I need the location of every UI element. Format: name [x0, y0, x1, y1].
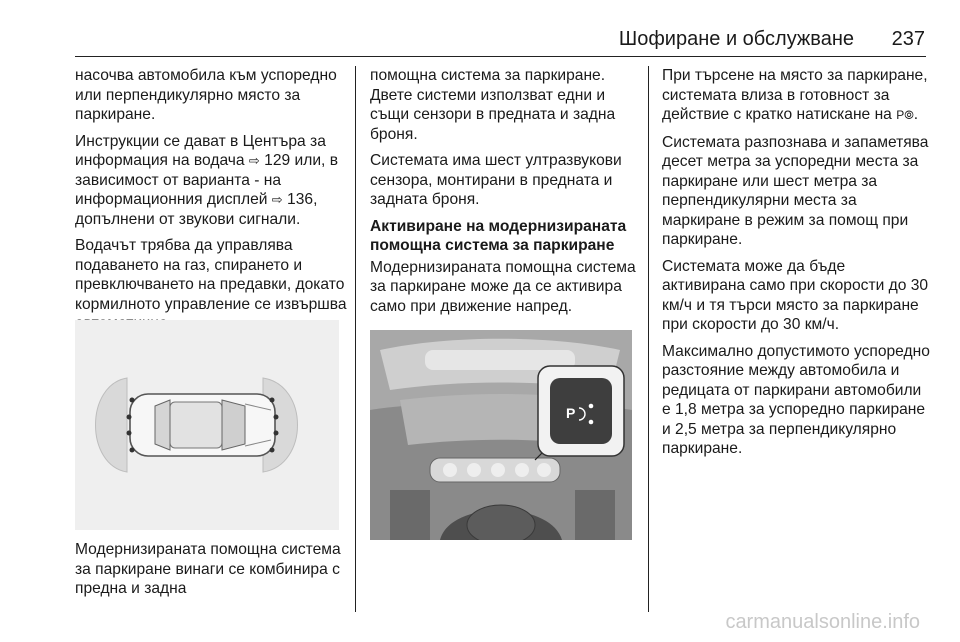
text-run: или, в зависимост от варианта - на информационния дисплей: [75, 152, 339, 208]
column-1: [75, 66, 347, 341]
paragraph: [75, 132, 347, 230]
section-heading: Активиране на модернизираната помощна система за паркиране: [370, 217, 627, 254]
page-reference-arrow-icon: ⇨: [248, 153, 260, 168]
page-number: 237: [891, 28, 925, 50]
header-rule: [75, 56, 926, 57]
paragraph: Системата може да бъде активирана само при скорости до 30 км/ч и тя търси място за паркиране при скорости до 30 км/ч.: [662, 257, 929, 333]
paragraph: Системата има шест ултразвукови сензора, монтирани в предната и задната броня.: [370, 152, 622, 208]
column-divider-1: [355, 66, 356, 612]
column-3: [662, 66, 932, 466]
page-reference[interactable]: 136: [287, 191, 314, 208]
paragraph: помощна система за паркиране. Двете системи използват едни и същи сензори в предната и задна броня.: [370, 67, 616, 143]
page-reference-arrow-icon: ⇨: [271, 192, 283, 207]
text-run: При търсене на място за паркиране, системата влиза в готовност за действие с кратко натискане на: [662, 67, 928, 123]
paragraph: Модернизираната помощна система за паркиране може да се активира само при движение напред.: [370, 258, 636, 315]
column-1-continued: [75, 540, 347, 606]
header-title: Шофиране и обслужване: [618, 28, 854, 50]
parking-sensor-zones-figure: [75, 320, 339, 530]
parking-assist-button-icon: P⦾: [896, 108, 914, 122]
watermark: carmanualsonline.info: [725, 611, 920, 633]
column-divider-2: [648, 66, 649, 612]
text-run: .: [913, 106, 919, 123]
paragraph: Максимално допустимото успоредно разстояние между автомобила и редицата от паркирани автомобили е 1,8 метра за успоредно паркиране и 2,5 метра за перпендикулярно паркиране.: [662, 342, 930, 457]
page-reference[interactable]: 129: [264, 152, 291, 169]
paragraph: Водачът трябва да управлява подаването на газ, спирането и превключването на предавки, докато кормилното управление се извършва: [75, 237, 347, 313]
paragraph: Модернизираната помощна система за паркиране винаги се комбинира с предна и задна: [75, 541, 341, 597]
paragraph: Системата разпознава и запаметява десет метра за успоредни места за паркиране или шест метра за перпендикулярни места за маркиране в режим за помощ при паркиране.: [662, 133, 929, 248]
text-run: Инструкции се дават в Центъра за информация на водача: [75, 132, 326, 169]
svg-text:P: P: [566, 405, 576, 421]
paragraph: насочва автомобила към успоредно или перпендикулярно място за паркиране.: [75, 67, 337, 123]
center-console-figure: [370, 330, 632, 540]
column-2: [370, 66, 642, 323]
paragraph: [662, 66, 932, 126]
text-run: , допълнени от звукови сигнали.: [75, 191, 318, 228]
